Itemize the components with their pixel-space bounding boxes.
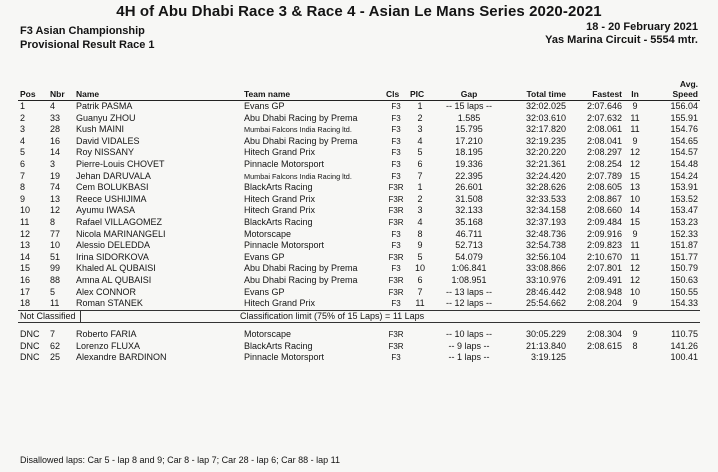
cell-cls: F3R [388,194,404,204]
cell-nbr: 51 [50,251,61,262]
cell-fastest: 2:09.491 [586,274,622,285]
cell-name: Alex CONNOR [76,286,137,297]
cell-team: Abu Dhabi Racing by Prema [244,135,358,146]
cell-speed: 156.04 [670,101,698,111]
cell-pos: 13 [20,240,31,251]
cell-speed: 153.47 [670,205,698,216]
cell-gap: 31.508 [455,193,483,204]
cell-name: Amna AL QUBAISI [76,274,152,285]
cell-nbr: 25 [50,352,61,363]
cell-pos: 18 [20,298,31,309]
cell-pic: 7 [417,286,423,297]
cell-cls: F3 [391,264,401,274]
cell-nbr: 74 [50,182,61,193]
cell-team: Hitech Grand Prix [244,193,316,204]
cell-nbr: 11 [50,298,60,309]
col-pos: Pos [18,79,48,101]
cell-speed: 154.48 [670,158,698,169]
cell-total: 30:05.229 [525,329,566,340]
table-row [18,182,700,194]
cell-total: 3:19.125 [530,352,566,363]
championship-name: F3 Asian Championship [20,25,145,37]
cell-nbr: 8 [50,216,56,227]
cell-cls: F3 [391,353,401,363]
cell-name: Khaled AL QUBAISI [76,263,156,274]
cell-gap: 32.133 [455,205,483,216]
cell-cls: F3 [391,113,401,123]
cell-pos: 6 [20,158,26,169]
cell-in: 15 [629,170,640,181]
cell-cls: F3 [391,299,401,309]
cell-nbr: 77 [50,228,61,239]
cell-nbr: 12 [50,205,61,216]
cell-pos: DNC [20,352,40,363]
cell-team: BlackArts Racing [244,216,313,227]
cell-pic: 11 [415,298,425,309]
cell-pic: 2 [417,112,423,123]
results-body [18,101,700,311]
cell-name: Cem BOLUKBASI [76,182,149,193]
cell-fastest: 2:08.605 [586,182,622,193]
cell-pic: 1 [417,101,423,111]
cell-pic: 9 [417,240,423,251]
cell-speed: 155.91 [670,112,698,123]
cell-team: Evans GP [244,251,285,262]
table-row [18,159,700,171]
cell-name: Kush MAINI [76,124,125,135]
cell-team: Evans GP [244,101,285,111]
cell-name: Patrik PASMA [76,101,133,111]
cell-team: Mumbai Falcons India Racing ltd. [244,171,352,181]
cell-speed: 154.33 [670,298,698,309]
col-in: In [624,79,646,101]
table-row [18,275,700,287]
cell-team: Abu Dhabi Racing by Prema [244,112,358,123]
cell-gap: -- 9 laps -- [448,340,490,351]
cell-speed: 153.52 [670,193,698,204]
cell-cls: F3 [391,148,401,158]
cell-total: 32:33.533 [525,193,566,204]
cell-total: 32:02.025 [525,101,566,111]
event-dates: 18 - 20 February 2021 [586,21,698,33]
cell-gap: 1.585 [457,112,481,123]
cell-gap: -- 12 laps -- [445,298,492,309]
table-row [18,171,700,183]
cell-pos: 14 [20,251,31,262]
cell-fastest: 2:10.670 [586,251,622,262]
cell-name: Reece USHIJIMA [76,193,147,204]
col-nbr: Nbr [48,79,74,101]
table-row [18,287,700,299]
cell-nbr: 3 [50,158,56,169]
cell-in: 12 [629,263,640,274]
cell-in: 9 [632,228,638,239]
cell-total: 25:54.662 [525,298,566,309]
cell-pic [408,341,432,353]
cell-gap: 54.079 [455,251,483,262]
cell-pos: 12 [20,228,31,239]
cell-total: 32:03.610 [525,112,566,123]
cell-name: Nicola MARINANGELI [76,228,166,239]
cell-gap: -- 13 laps -- [445,286,492,297]
cell-cls: F3R [388,341,404,351]
disallowed-laps-note: Disallowed laps: Car 5 - lap 8 and 9; Car 8 - lap 7; Car 28 - lap 6; Car 88 - lap 11 [20,455,340,465]
cell-gap: 1:08.951 [451,274,487,285]
cell-fastest: 2:08.254 [586,158,622,169]
cell-name: Irina SIDORKOVA [76,251,149,262]
cell-speed: 153.23 [670,216,698,227]
cell-fastest: 2:08.867 [586,193,622,204]
cell-speed: 153.91 [670,182,698,193]
cell-fastest: 2:07.801 [586,263,622,274]
cell-gap: 22.395 [455,170,483,181]
cell-speed: 151.87 [670,240,698,251]
results-table-wrap [18,79,700,364]
cell-team: Hitech Grand Prix [244,147,316,158]
cell-fastest: 2:08.660 [586,205,622,216]
cell-pos: DNC [20,340,40,351]
cell-pic: 5 [417,147,423,158]
col-speed-top: Avg. [679,79,698,89]
cell-pos: 8 [20,182,26,193]
cell-pos: 7 [20,170,26,181]
cell-pic: 4 [417,135,423,146]
cell-total: 32:56.104 [525,251,566,262]
col-fastest: Fastest [568,79,624,101]
cell-total: 28:46.442 [525,286,566,297]
table-row [18,136,700,148]
cell-in: 15 [629,216,640,227]
cell-total: 32:48.736 [525,228,566,239]
cell-cls: F3 [391,159,401,169]
event-info [545,21,698,47]
col-speed-bottom: Speed [672,89,698,99]
cell-nbr: 99 [50,263,61,274]
cell-cls: F3 [391,102,401,111]
cell-gap: 35.168 [455,216,483,227]
col-total: Total time [506,79,568,101]
table-row [18,124,700,136]
cell-name: Lorenzo FLUXA [76,340,141,351]
cell-cls: F3R [388,206,404,216]
cell-total: 32:28.626 [525,182,566,193]
table-row [18,205,700,217]
cell-in: 12 [629,274,640,285]
cell-team: Evans GP [244,286,285,297]
cell-cls: F3R [388,275,404,285]
col-speed [646,79,700,101]
cell-gap: 46.711 [455,228,483,239]
cell-name: Ayumu IWASA [76,205,136,216]
cell-nbr: 33 [50,112,61,123]
cell-fastest [568,352,624,364]
cell-team: Motorscape [244,329,292,340]
table-row [18,101,700,113]
table-row [18,329,700,341]
cell-in: 14 [629,205,640,216]
cell-name: Alexandre BARDINON [76,352,167,363]
cell-name: Roberto FARIA [76,329,137,340]
cell-in [624,352,646,364]
cell-in: 9 [632,101,638,111]
cell-pic [408,329,432,341]
col-team: Team name [242,79,384,101]
cell-total: 32:24.420 [525,170,566,181]
cell-fastest: 2:08.304 [586,329,622,340]
cell-speed: 150.63 [670,274,698,285]
cell-fastest: 2:08.041 [586,135,622,146]
cell-pos: 16 [20,274,31,285]
cell-name: Alessio DELEDDA [76,240,151,251]
cell-nbr: 13 [50,193,61,204]
cell-pos: 11 [20,216,30,227]
col-pic: PIC [408,79,432,101]
cell-speed: 141.26 [670,340,698,351]
cell-in: 13 [629,182,640,193]
cell-pos: DNC [20,329,40,340]
table-row [18,263,700,275]
cell-name: David VIDALES [76,135,140,146]
cell-gap: -- 15 laps -- [445,101,492,111]
not-classified-section [18,310,700,329]
cell-team: Abu Dhabi Racing by Prema [244,274,358,285]
cell-pos: 9 [20,193,26,204]
cell-in: 8 [632,340,638,351]
cell-fastest: 2:09.916 [586,228,622,239]
results-table [18,79,700,364]
cell-team: Pinnacle Motorsport [244,158,325,169]
cell-total: 32:19.235 [525,135,566,146]
cell-gap: 1:06.841 [451,263,487,274]
cell-name: Rafael VILLAGOMEZ [76,216,163,227]
cell-cls: F3R [388,330,404,340]
cell-in: 11 [630,124,640,135]
cell-cls: F3R [388,287,404,297]
table-row [18,240,700,252]
cell-pic: 6 [417,274,423,285]
cell-pos: 2 [20,112,26,123]
cell-nbr: 14 [50,147,61,158]
cell-gap: 15.795 [455,124,483,135]
cell-speed: 154.76 [670,124,698,135]
cell-in: 10 [629,286,640,297]
cell-pic [408,352,432,364]
cell-gap: 18.195 [455,147,483,158]
col-gap: Gap [432,79,506,101]
cell-cls: F3R [388,252,404,262]
cell-gap: 17.210 [455,135,483,146]
cell-pos: 3 [20,124,26,135]
cell-in: 9 [632,329,638,340]
cell-pic: 3 [417,124,423,135]
cell-name: Jehan DARUVALA [76,170,151,181]
not-classified-body [18,329,700,364]
cell-name: Roman STANEK [76,298,143,309]
cell-team: Motorscape [244,228,292,239]
col-name: Name [74,79,242,101]
cell-in: 12 [629,158,640,169]
cell-speed: 154.65 [670,135,698,146]
cell-cls: F3 [391,125,401,135]
cell-team: Abu Dhabi Racing by Prema [244,263,358,274]
cell-nbr: 88 [50,274,61,285]
cell-name: Roy NISSANY [76,147,135,158]
cell-cls: F3R [388,217,404,227]
cell-in: 11 [630,112,640,123]
cell-pic: 2 [417,193,423,204]
cell-team: Pinnacle Motorsport [244,240,325,251]
cell-cls: F3 [391,241,401,251]
cell-pic: 1 [417,182,423,193]
cell-nbr: 5 [50,286,56,297]
cell-nbr: 4 [50,101,56,111]
cell-pic: 7 [417,170,423,181]
cell-total: 21:13.840 [525,340,566,351]
cell-in: 11 [630,251,640,262]
cell-total: 32:37.193 [525,216,566,227]
cell-total: 32:21.361 [525,158,566,169]
cell-pos: 4 [20,135,26,146]
cell-pos: 15 [20,263,31,274]
cell-gap: -- 1 laps -- [448,352,490,363]
table-row [18,194,700,206]
table-row [18,341,700,353]
cell-pos: 5 [20,147,26,158]
circuit-name: Yas Marina Circuit - 5554 mtr. [545,34,698,46]
table-row [18,252,700,264]
cell-pic: 3 [417,205,423,216]
cell-name: Pierre-Louis CHOVET [76,158,165,169]
cell-gap: -- 10 laps -- [445,329,492,340]
cell-fastest: 2:08.061 [586,124,622,135]
cell-team: BlackArts Racing [244,182,313,193]
table-header-row [18,79,700,101]
cell-pos: 1 [20,101,26,111]
cell-team: BlackArts Racing [244,340,313,351]
cell-speed: 100.41 [670,352,698,363]
cell-in: 12 [629,147,640,158]
cell-pic: 6 [417,158,423,169]
cell-total: 32:17.820 [525,124,566,135]
cell-in: 10 [629,193,640,204]
cell-fastest: 2:07.789 [586,170,622,181]
cell-name: Guanyu ZHOU [76,112,136,123]
cell-speed: 150.55 [670,286,698,297]
championship-block [20,24,155,52]
cell-total: 32:34.158 [525,205,566,216]
cell-gap: 26.601 [455,182,483,193]
cell-nbr: 16 [50,135,61,146]
classification-limit: Classification limit (75% of 15 Laps) = 11 Laps [240,310,425,321]
cell-nbr: 28 [50,124,61,135]
cell-fastest: 2:08.297 [586,147,622,158]
cell-gap: 52.713 [455,240,483,251]
cell-in: 11 [630,240,640,251]
cell-nbr: 19 [50,170,61,181]
cell-pic: 10 [414,263,425,274]
cell-pic: 8 [417,228,423,239]
cell-pic: 5 [417,251,423,262]
table-row [18,113,700,125]
cell-fastest: 2:09.823 [586,240,622,251]
cell-fastest: 2:08.615 [586,340,622,351]
cell-pos: 17 [20,286,31,297]
cell-in: 9 [632,135,638,146]
cell-speed: 151.77 [670,251,698,262]
not-classified-label: Not Classified [20,311,81,322]
cell-speed: 150.79 [670,263,698,274]
cell-total: 32:54.738 [525,240,566,251]
cell-in: 9 [632,298,638,309]
not-classified-row [18,310,700,323]
cell-fastest: 2:08.204 [586,298,622,309]
cell-pos: 10 [20,205,31,216]
table-row [18,298,700,310]
cell-team: Hitech Grand Prix [244,298,316,309]
cell-cls: F3 [391,136,401,146]
cell-speed: 154.57 [670,147,698,158]
cell-fastest: 2:07.646 [586,101,622,111]
cell-nbr: 62 [50,340,61,351]
col-cls: Cls [384,79,408,101]
cell-cls: F3 [391,171,401,181]
document-title: 4H of Abu Dhabi Race 3 & Race 4 - Asian Le Mans Series 2020-2021 [116,3,602,20]
cell-fastest: 2:09.484 [586,216,622,227]
cell-total: 33:08.866 [525,263,566,274]
cell-pic: 4 [417,216,423,227]
cell-speed: 110.75 [671,329,698,340]
result-type: Provisional Result Race 1 [20,39,155,51]
cell-total: 33:10.976 [525,274,566,285]
cell-nbr: 7 [50,329,56,340]
cell-speed: 154.24 [670,170,698,181]
cell-cls: F3 [391,229,401,239]
cell-team: Mumbai Falcons India Racing ltd. [244,125,352,135]
cell-fastest: 2:08.948 [586,286,622,297]
table-row [18,352,700,364]
table-row [18,147,700,159]
table-row [18,217,700,229]
table-row [18,229,700,241]
cell-nbr: 10 [50,240,61,251]
cell-cls: F3R [388,183,404,193]
cell-total: 32:20.220 [525,147,566,158]
cell-team: Hitech Grand Prix [244,205,316,216]
cell-speed: 152.33 [670,228,698,239]
cell-gap: 19.336 [455,158,483,169]
cell-fastest: 2:07.632 [586,112,622,123]
cell-team: Pinnacle Motorsport [244,352,325,363]
